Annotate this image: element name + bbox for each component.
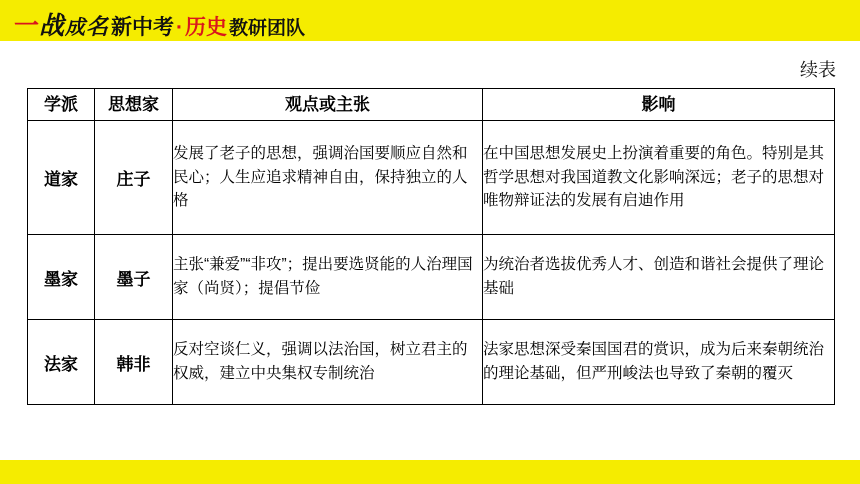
banner-team-label: 教研团队: [229, 18, 306, 39]
header-school: 学派: [28, 89, 95, 121]
table-header-row: [28, 89, 835, 121]
cell-view: 反对空谈仁义，强调以法治国，树立君主的权威，建立中央集权专制统治: [173, 320, 483, 405]
cell-thinker: 墨子: [95, 235, 173, 320]
banner-subject-label: 历史: [185, 16, 228, 39]
top-banner: [0, 0, 860, 41]
banner-logo-zhan: 战: [39, 11, 65, 40]
cell-view: 主张“兼爱”“非攻”；提出要选贤能的人治理国家（尚贤）；提倡节俭: [173, 235, 483, 320]
cell-school: 法家: [28, 320, 95, 405]
cell-view: 发展了老子的思想，强调治国要顺应自然和民心；人生应追求精神自由，保持独立的人格: [173, 121, 483, 235]
cell-influence: 在中国思想发展史上扮演着重要的角色。特别是其哲学思想对我国道教文化影响深远；老子的思想对唯物辩证法的发展有启迪作用: [483, 121, 835, 235]
cell-school: 墨家: [28, 235, 95, 320]
banner-logo-yi: 一: [14, 11, 40, 40]
cell-thinker: 韩非: [95, 320, 173, 405]
header-influence: 影响: [483, 89, 835, 121]
table-row: [28, 320, 835, 405]
banner-separator-dot: ·: [176, 16, 184, 39]
banner-title: [14, 6, 305, 42]
schools-of-thought-table: [27, 88, 835, 405]
continued-table-label: 续表: [800, 60, 836, 80]
table-row: [28, 235, 835, 320]
cell-thinker: 庄子: [95, 121, 173, 235]
header-view: 观点或主张: [173, 89, 483, 121]
table-row: [28, 121, 835, 235]
cell-influence: 法家思想深受秦国国君的赏识，成为后来秦朝统治的理论基础，但严刑峻法也导致了秦朝的覆灭: [483, 320, 835, 405]
banner-new-exam-label: 新中考: [111, 16, 175, 39]
bottom-banner: [0, 460, 860, 484]
banner-logo-ming: 名: [86, 14, 109, 40]
content-table-wrapper: [27, 88, 834, 405]
cell-influence: 为统治者选拔优秀人才、创造和谐社会提供了理论基础: [483, 235, 835, 320]
banner-logo-cheng: 成: [65, 15, 86, 39]
cell-school: 道家: [28, 121, 95, 235]
header-thinker: 思想家: [95, 89, 173, 121]
